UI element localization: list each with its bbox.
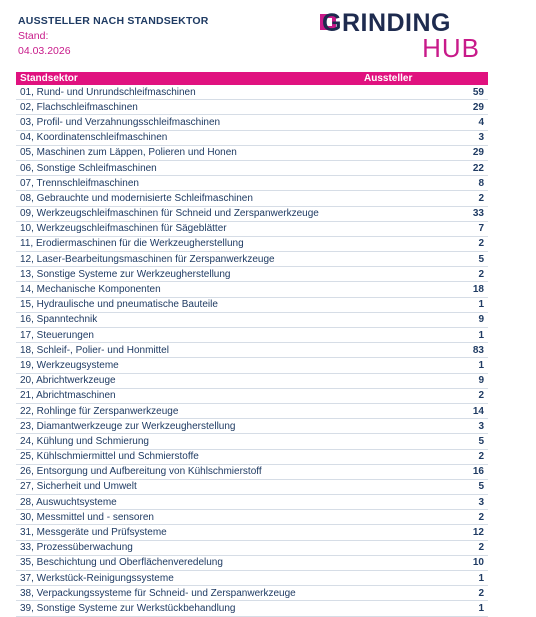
table-row (16, 297, 488, 312)
sector-name: 14, Mechanische Komponenten (16, 282, 364, 297)
exhibitor-count: 1 (364, 601, 488, 616)
sector-name: 31, Messgeräte und Prüfsysteme (16, 525, 364, 540)
stand-date: 04.03.2026 (18, 45, 71, 57)
sector-name: 05, Maschinen zum Läppen, Polieren und Honen (16, 145, 364, 160)
sector-name: 17, Steuerungen (16, 328, 364, 343)
table-row (16, 601, 488, 616)
sector-name: 38, Verpackungssysteme für Schneid- und Zerspanwerkzeuge (16, 586, 364, 601)
table-row (16, 130, 488, 145)
sector-name: 15, Hydraulische und pneumatische Bauteile (16, 297, 364, 312)
table-row (16, 586, 488, 601)
exhibitor-count: 2 (364, 191, 488, 206)
table-row (16, 160, 488, 175)
exhibitor-count: 2 (364, 236, 488, 251)
document-header (18, 15, 209, 57)
sector-name: 08, Gebrauchte und modernisierte Schleifmaschinen (16, 191, 364, 206)
sector-name: 18, Schleif-, Polier- und Honmittel (16, 343, 364, 358)
sector-name: 26, Entsorgung und Aufbereitung von Kühlschmierstoff (16, 464, 364, 479)
table-row (16, 540, 488, 555)
table-row (16, 85, 488, 100)
sector-name: 10, Werkzeugschleifmaschinen für Sägeblätter (16, 221, 364, 236)
exhibitor-count: 7 (364, 221, 488, 236)
table-row (16, 479, 488, 494)
table-row (16, 176, 488, 191)
exhibitor-count: 5 (364, 479, 488, 494)
exhibitor-count: 2 (364, 388, 488, 403)
table-row (16, 191, 488, 206)
table-row (16, 343, 488, 358)
table-row (16, 388, 488, 403)
table-row (16, 571, 488, 586)
exhibitor-count: 59 (364, 85, 488, 100)
sector-name: 27, Sicherheit und Umwelt (16, 479, 364, 494)
sector-name: 25, Kühlschmiermittel und Schmierstoffe (16, 449, 364, 464)
exhibitor-count: 29 (364, 100, 488, 115)
sector-name: 12, Laser-Bearbeitungsmaschinen für Zerspanwerkzeuge (16, 252, 364, 267)
exhibitor-table (16, 72, 488, 617)
sector-name: 23, Diamantwerkzeuge zur Werkzeugherstellung (16, 419, 364, 434)
exhibitor-count: 2 (364, 586, 488, 601)
sector-name: 24, Kühlung und Schmierung (16, 434, 364, 449)
exhibitor-count: 10 (364, 555, 488, 570)
sector-name: 03, Profil- und Verzahnungsschleifmaschinen (16, 115, 364, 130)
table-row (16, 328, 488, 343)
sector-name: 01, Rund- und Unrundschleifmaschinen (16, 85, 364, 100)
sector-name: 22, Rohlinge für Zerspanwerkzeuge (16, 403, 364, 418)
exhibitor-count: 4 (364, 115, 488, 130)
sector-name: 04, Koordinatenschleifmaschinen (16, 130, 364, 145)
table-row (16, 206, 488, 221)
table-row (16, 525, 488, 540)
sector-name: 16, Spanntechnik (16, 312, 364, 327)
table-row (16, 464, 488, 479)
exhibitor-count: 33 (364, 206, 488, 221)
stand-label: Stand: (18, 30, 49, 42)
exhibitor-count: 14 (364, 403, 488, 418)
table-row (16, 282, 488, 297)
table-row (16, 312, 488, 327)
table-row (16, 221, 488, 236)
table-row (16, 115, 488, 130)
exhibitor-count: 9 (364, 373, 488, 388)
table-row (16, 510, 488, 525)
exhibitor-count: 2 (364, 540, 488, 555)
sector-name: 35, Beschichtung und Oberflächenveredelung (16, 555, 364, 570)
exhibitor-count: 5 (364, 252, 488, 267)
exhibitor-count: 1 (364, 358, 488, 373)
exhibitor-count: 1 (364, 328, 488, 343)
sector-name: 30, Messmittel und - sensoren (16, 510, 364, 525)
sector-name: 11, Erodiermaschinen für die Werkzeugherstellung (16, 236, 364, 251)
sector-name: 09, Werkzeugschleifmaschinen für Schneid und Zerspanwerkzeuge (16, 206, 364, 221)
exhibitor-count: 83 (364, 343, 488, 358)
header-exhibitors: Aussteller (364, 72, 488, 85)
table-row (16, 495, 488, 510)
sector-name: 07, Trennschleifmaschinen (16, 176, 364, 191)
exhibitor-count: 22 (364, 160, 488, 175)
table-row (16, 252, 488, 267)
exhibitor-count: 9 (364, 312, 488, 327)
sector-name: 13, Sonstige Systeme zur Werkzeugherstellung (16, 267, 364, 282)
logo-word-hub: HUB (422, 33, 480, 63)
exhibitor-count: 2 (364, 449, 488, 464)
exhibitor-count: 18 (364, 282, 488, 297)
grinding-hub-logo (320, 10, 492, 62)
sector-name: 33, Prozessüberwachung (16, 540, 364, 555)
exhibitor-count: 29 (364, 145, 488, 160)
table-header-row (16, 72, 488, 85)
table-row (16, 449, 488, 464)
sector-name: 20, Abrichtwerkzeuge (16, 373, 364, 388)
table-row (16, 267, 488, 282)
exhibitor-count: 16 (364, 464, 488, 479)
sector-name: 21, Abrichtmaschinen (16, 388, 364, 403)
exhibitor-count: 1 (364, 297, 488, 312)
logo-word-grinding: GRINDING (322, 9, 451, 37)
table-row (16, 358, 488, 373)
exhibitor-count: 3 (364, 130, 488, 145)
sector-name: 19, Werkzeugsysteme (16, 358, 364, 373)
table-row (16, 419, 488, 434)
table-row (16, 100, 488, 115)
exhibitor-count: 3 (364, 495, 488, 510)
sector-name: 37, Werkstück-Reinigungssysteme (16, 571, 364, 586)
table-row (16, 145, 488, 160)
exhibitor-count: 8 (364, 176, 488, 191)
table-row (16, 373, 488, 388)
exhibitor-count: 2 (364, 510, 488, 525)
exhibitor-count: 3 (364, 419, 488, 434)
exhibitor-count: 2 (364, 267, 488, 282)
exhibitor-count: 1 (364, 571, 488, 586)
sector-name: 02, Flachschleifmaschinen (16, 100, 364, 115)
table-row (16, 236, 488, 251)
document-title: AUSSTELLER NACH STANDSEKTOR (18, 15, 209, 27)
exhibitor-count: 5 (364, 434, 488, 449)
sector-name: 39, Sonstige Systeme zur Werkstückbehandlung (16, 601, 364, 616)
sector-name: 28, Auswuchtsysteme (16, 495, 364, 510)
exhibitor-count: 12 (364, 525, 488, 540)
table-row (16, 434, 488, 449)
sector-name: 06, Sonstige Schleifmaschinen (16, 160, 364, 175)
table-row (16, 555, 488, 570)
header-sector: Standsektor (16, 72, 364, 85)
table-row (16, 403, 488, 418)
